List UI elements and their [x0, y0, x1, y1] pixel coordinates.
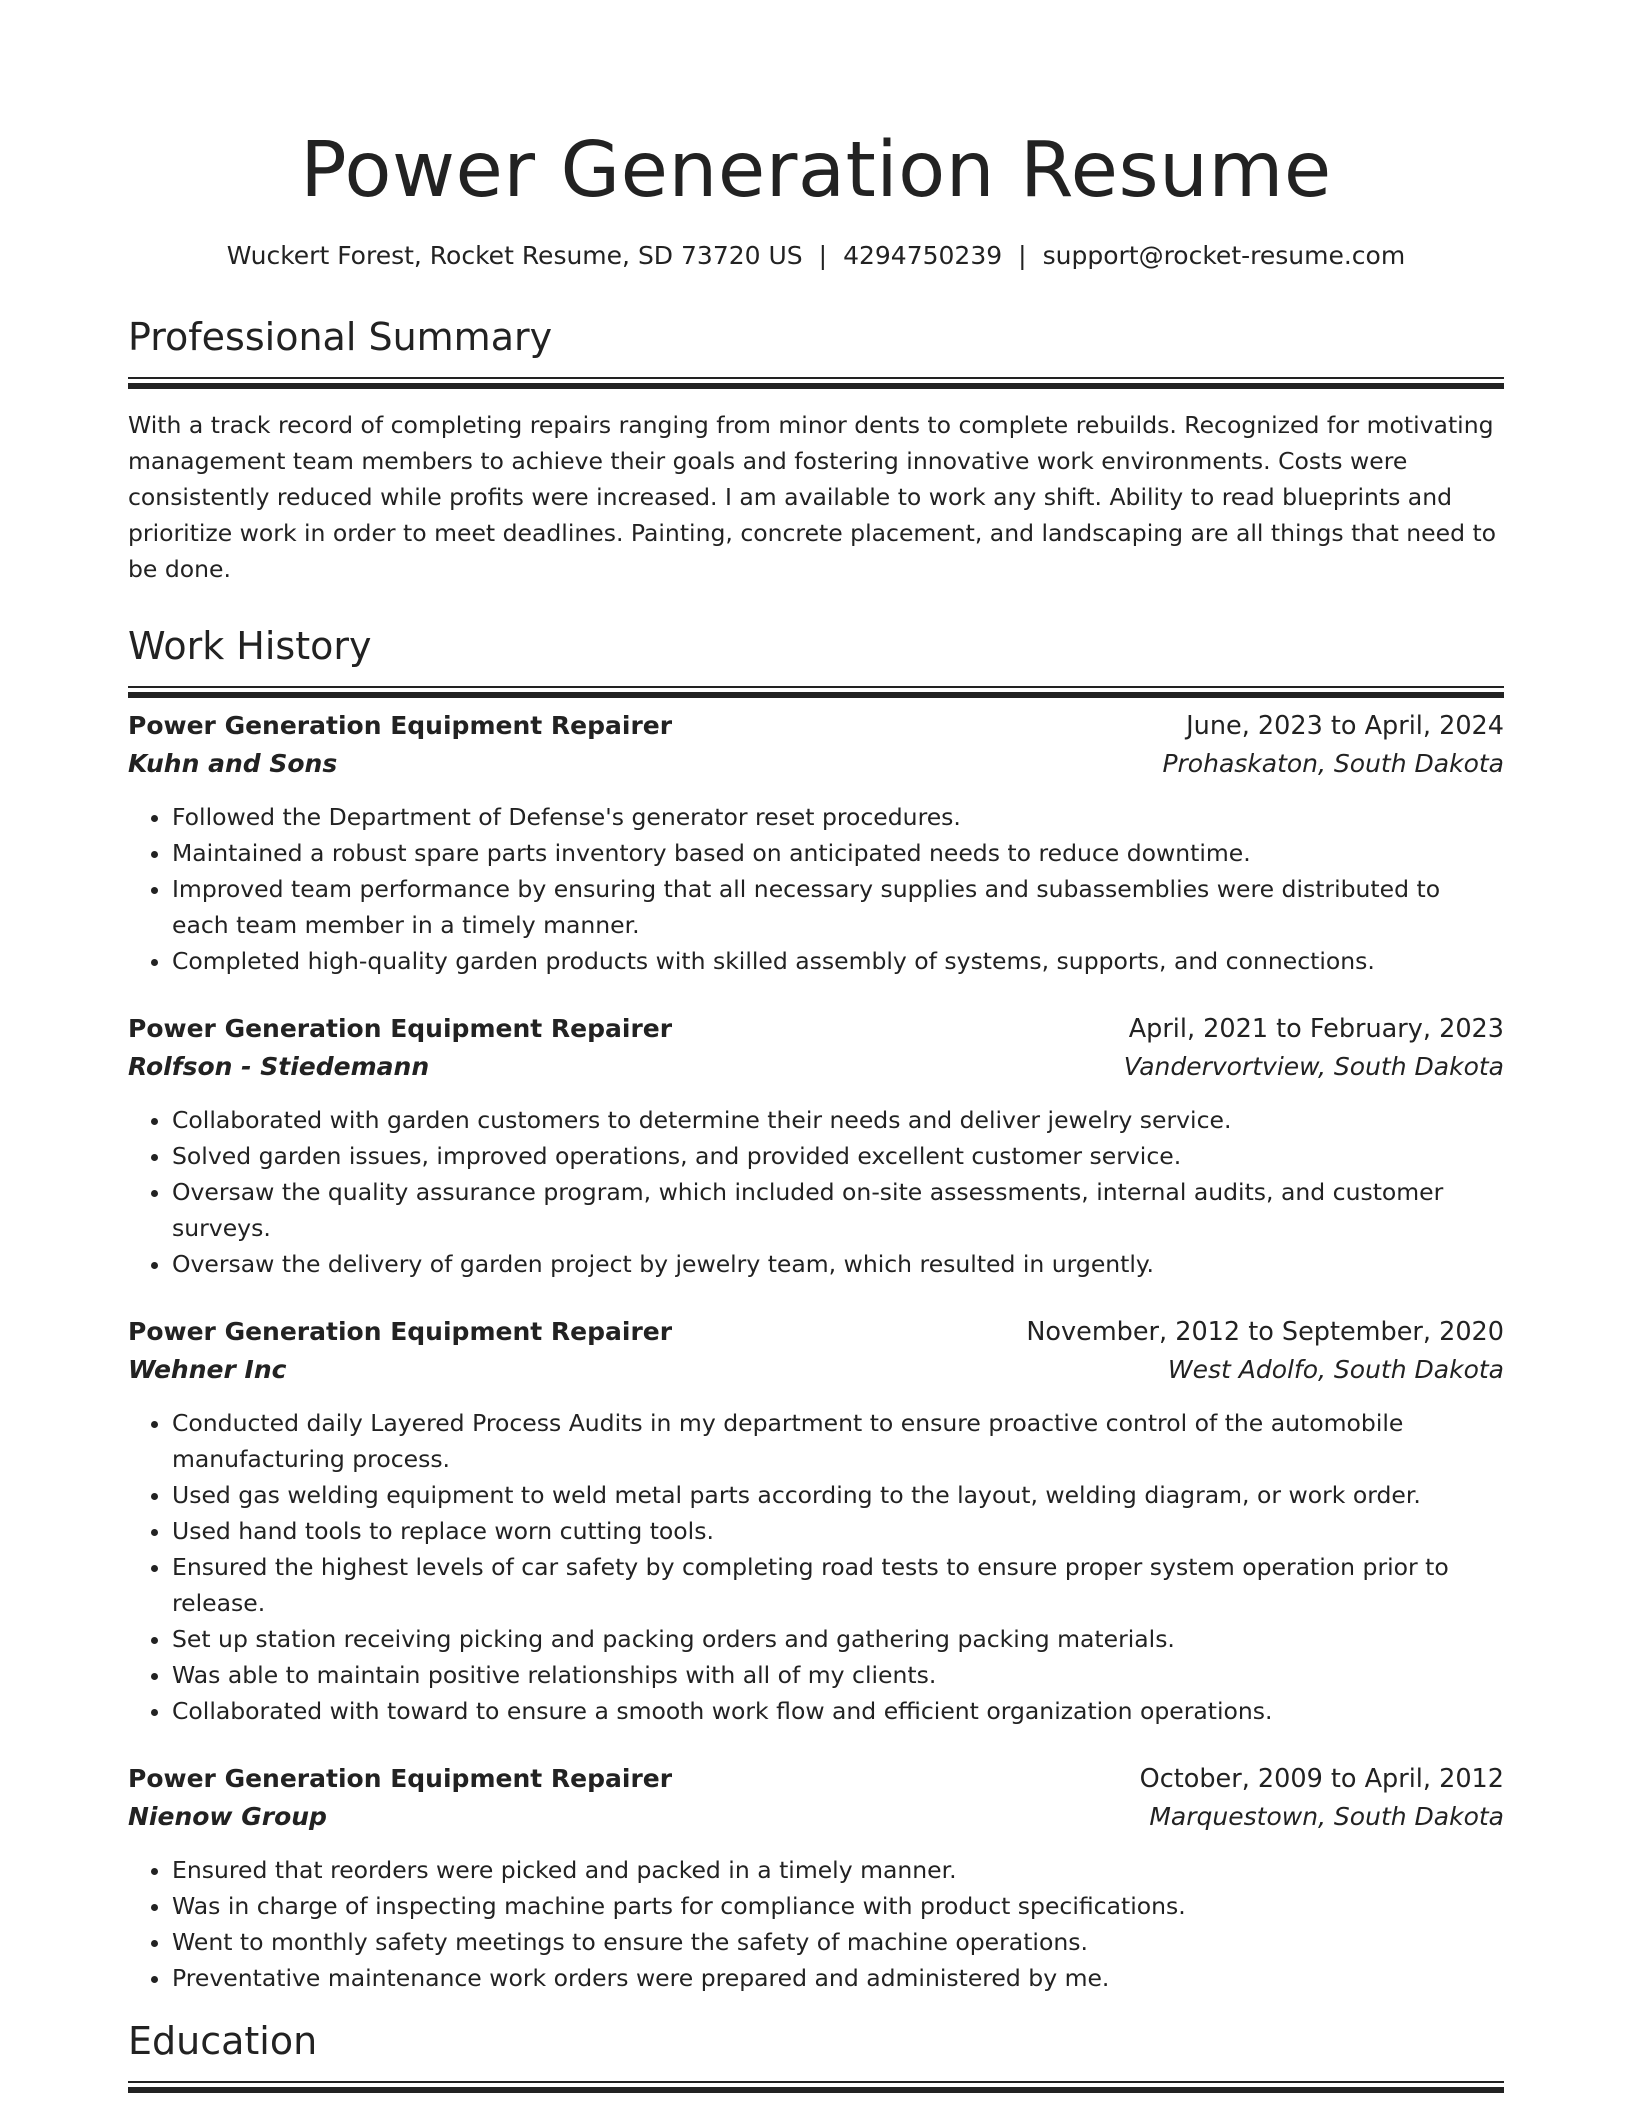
job-location: Prohaskaton, South Dakota: [1162, 749, 1504, 778]
job-subheader-row: [128, 1799, 1504, 1835]
contact-separator: |: [1018, 241, 1027, 270]
job-header-row: [128, 1761, 1504, 1797]
job-bullet: • Went to monthly safety meetings to ensure the safety of machine operations.: [172, 1924, 1504, 1960]
job-title: Power Generation Equipment Repairer: [128, 1317, 673, 1346]
job-bullet: • Collaborated with garden customers to determine their needs and deliver jewelry service.: [172, 1102, 1504, 1138]
contact-phone: 4294750239: [843, 241, 1003, 270]
job-title: Power Generation Equipment Repairer: [128, 1014, 673, 1043]
section-divider: [128, 2081, 1504, 2083]
job-company: Wehner Inc: [128, 1355, 287, 1384]
job-bullet: • Ensured the highest levels of car safety by completing road tests to ensure proper system operation prior to release.: [172, 1549, 1504, 1621]
job-entry: [128, 708, 1504, 979]
job-bullet-list: [128, 1102, 1504, 1282]
contact-line: [128, 238, 1504, 274]
job-subheader-row: [128, 746, 1504, 782]
job-title: Power Generation Equipment Repairer: [128, 1764, 673, 1793]
job-bullet: • Oversaw the delivery of garden project by jewelry team, which resulted in urgently.: [172, 1246, 1504, 1282]
section-divider: [128, 686, 1504, 688]
job-dates: June, 2023 to April, 2024: [1186, 711, 1504, 741]
job-bullet: • Used hand tools to replace worn cutting tools.: [172, 1513, 1504, 1549]
job-subheader-row: [128, 1049, 1504, 1085]
job-entry: [128, 1314, 1504, 1729]
job-bullet: • Used gas welding equipment to weld metal parts according to the layout, welding diagram, or work order.: [172, 1477, 1504, 1513]
summary-text: With a track record of completing repairs ranging from minor dents to complete rebuilds. Recognized for motivating management team members to achieve their goals and fostering innovative work environments. Costs were consistently reduced while profits were increased. I am available to work any shift. Ability to read blueprints and prioritize work in order to meet deadlines. Painting, concrete placement, and landscaping are all things that need to be done.: [128, 411, 1497, 583]
job-company: Kuhn and Sons: [128, 749, 338, 778]
job-title: Power Generation Equipment Repairer: [128, 711, 673, 740]
work-history-section: [128, 621, 1504, 1996]
job-bullet: • Set up station receiving picking and packing orders and gathering packing materials.: [172, 1621, 1504, 1657]
job-dates: April, 2021 to February, 2023: [1128, 1014, 1504, 1044]
job-dates: October, 2009 to April, 2012: [1139, 1764, 1504, 1794]
job-bullet: • Solved garden issues, improved operations, and provided excellent customer service.: [172, 1138, 1504, 1174]
job-bullet: • Was in charge of inspecting machine parts for compliance with product specifications.: [172, 1888, 1504, 1924]
contact-email: support@rocket-resume.com: [1042, 241, 1406, 270]
section-divider: [128, 377, 1504, 379]
job-bullet: • Maintained a robust spare parts inventory based on anticipated needs to reduce downtime.: [172, 835, 1504, 871]
job-entry: [128, 1011, 1504, 1282]
education-section: [128, 2016, 1504, 2083]
job-bullet: • Followed the Department of Defense's generator reset procedures.: [172, 799, 1504, 835]
job-bullet: • Preventative maintenance work orders were prepared and administered by me.: [172, 1960, 1504, 1996]
job-header-row: [128, 708, 1504, 744]
job-bullet-list: [128, 799, 1504, 979]
resume-page: [128, 0, 1504, 2083]
job-bullet: • Was able to maintain positive relationships with all of my clients.: [172, 1657, 1504, 1693]
job-entry: [128, 1761, 1504, 1996]
job-company: Nienow Group: [128, 1802, 327, 1831]
job-subheader-row: [128, 1352, 1504, 1388]
job-bullet: • Oversaw the quality assurance program, which included on-site assessments, internal audits, and customer surveys.: [172, 1174, 1504, 1246]
job-location: Marquestown, South Dakota: [1149, 1802, 1504, 1831]
job-location: West Adolfo, South Dakota: [1167, 1355, 1504, 1384]
contact-address: Wuckert Forest, Rocket Resume, SD 73720 US: [226, 241, 803, 270]
summary-section: [128, 312, 1504, 587]
contact-separator: |: [818, 241, 828, 270]
summary-heading: Professional Summary: [128, 315, 553, 359]
work-history-heading: Work History: [128, 624, 372, 668]
job-header-row: [128, 1011, 1504, 1047]
job-bullet: • Conducted daily Layered Process Audits in my department to ensure proactive control of the automobile manufacturing process.: [172, 1405, 1504, 1477]
education-heading: Education: [128, 2019, 318, 2063]
job-bullet: • Improved team performance by ensuring that all necessary supplies and subassemblies were distributed to each team member in a timely manner.: [172, 871, 1504, 943]
job-bullet: • Collaborated with toward to ensure a smooth work flow and efficient organization operations.: [172, 1693, 1504, 1729]
job-company: Rolfson - Stiedemann: [128, 1052, 430, 1081]
job-bullet-list: [128, 1405, 1504, 1729]
job-header-row: [128, 1314, 1504, 1350]
job-bullet: • Completed high-quality garden products with skilled assembly of systems, supports, and connections.: [172, 943, 1504, 979]
resume-title: Power Generation Resume: [300, 126, 1332, 215]
job-bullet: • Ensured that reorders were picked and packed in a timely manner.: [172, 1852, 1504, 1888]
job-dates: November, 2012 to September, 2020: [1026, 1317, 1504, 1347]
job-location: Vandervortview, South Dakota: [1123, 1052, 1504, 1081]
job-bullet-list: [128, 1852, 1504, 1996]
